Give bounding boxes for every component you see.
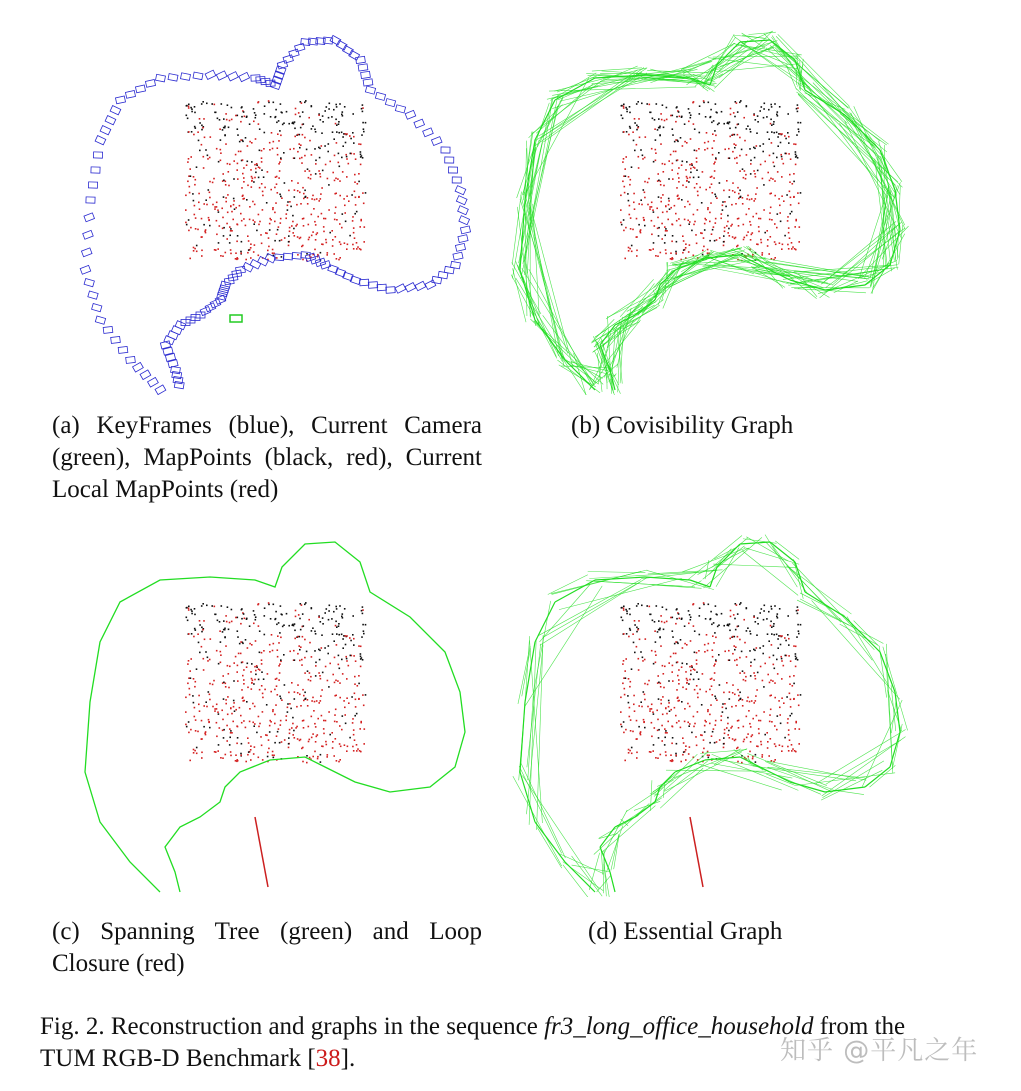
trajectory-path: [85, 542, 465, 892]
panel-a-keyframes: [70, 30, 490, 395]
caption-a: (a) KeyFrames (blue), Current Camera (green), MapPoints (black, red), Current Local MapPoints (red): [52, 412, 482, 503]
figure-caption-prefix: Fig. 2. Reconstruction and graphs in the sequence: [40, 1013, 545, 1040]
keyframe-markers: [80, 35, 470, 394]
figure-caption-suffix: ].: [340, 1045, 356, 1072]
mappoints-cloud: [185, 100, 366, 261]
covisibility-graph-plot: [505, 30, 925, 395]
spanning-tree-plot: [70, 532, 490, 897]
mappoints-cloud: [620, 100, 801, 261]
keyframes-plot: [70, 30, 490, 395]
current-camera: [230, 315, 242, 322]
caption-b: (b) Covisibility Graph: [571, 412, 794, 439]
sequence-name: fr3_long_office_household: [544, 1013, 814, 1040]
figure-caption-middle: from the TUM RGB-D Benchmark [: [40, 1013, 906, 1072]
caption-d: (d) Essential Graph: [588, 918, 783, 945]
panel-b-covisibility: [505, 30, 925, 395]
mappoints-cloud: [620, 602, 801, 763]
mappoints-cloud: [185, 602, 366, 763]
citation-link[interactable]: 38: [315, 1045, 341, 1072]
loop-closure-edge: [255, 817, 268, 887]
watermark: 知乎 @平凡之年: [780, 1036, 979, 1066]
graph-edges: [513, 535, 908, 897]
caption-c: (c) Spanning Tree (green) and Loop Closure (red): [52, 918, 482, 977]
panel-d-essential-graph: [505, 532, 925, 897]
panel-c-spanning-tree: [70, 532, 490, 897]
loop-closure-edge: [690, 817, 703, 887]
essential-graph-plot: [505, 532, 925, 897]
